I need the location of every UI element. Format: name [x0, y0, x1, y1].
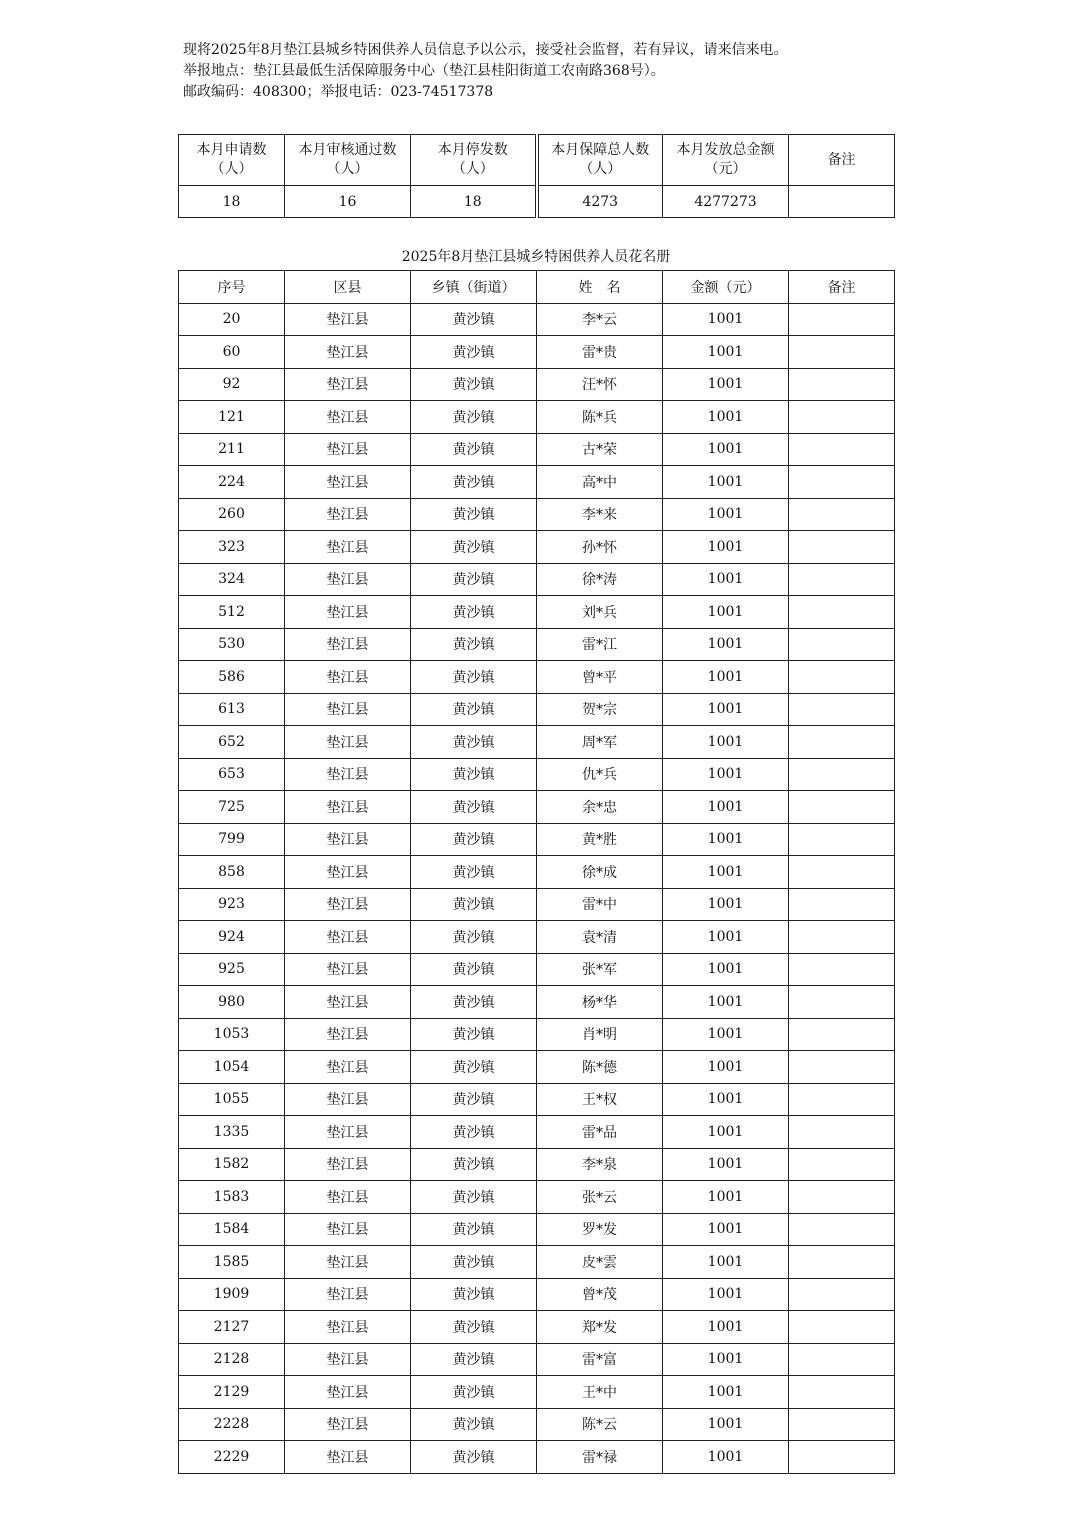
cell-amount: 1001	[663, 1408, 789, 1441]
cell-serial: 323	[179, 531, 285, 564]
cell-serial: 925	[179, 953, 285, 986]
cell-serial: 799	[179, 823, 285, 856]
cell-amount: 1001	[663, 1083, 789, 1116]
table-row	[179, 1083, 895, 1116]
cell-remarks	[789, 1018, 895, 1051]
cell-amount: 1001	[663, 1181, 789, 1214]
cell-serial: 586	[179, 661, 285, 694]
cell-name: 雷*江	[537, 628, 663, 661]
cell-serial: 260	[179, 498, 285, 531]
cell-serial: 858	[179, 856, 285, 889]
cell-serial: 324	[179, 563, 285, 596]
cell-amount: 1001	[663, 856, 789, 889]
cell-town: 黄沙镇	[411, 1148, 537, 1181]
cell-remarks	[789, 466, 895, 499]
cell-county: 垫江县	[285, 1278, 411, 1311]
cell-serial: 1335	[179, 1116, 285, 1149]
notice-line-1: 现将2025年8月垫江县城乡特困供养人员信息予以公示，接受社会监督，若有异议，请来信来电。	[183, 42, 788, 58]
cell-county: 垫江县	[285, 401, 411, 434]
cell-county: 垫江县	[285, 1051, 411, 1084]
cell-remarks	[789, 758, 895, 791]
table-row	[179, 531, 895, 564]
cell-remarks	[789, 368, 895, 401]
cell-remarks	[789, 1083, 895, 1116]
table-row	[179, 1018, 895, 1051]
summary-header-row	[179, 135, 895, 186]
cell-town: 黄沙镇	[411, 1246, 537, 1279]
cell-serial: 1055	[179, 1083, 285, 1116]
cell-serial: 2228	[179, 1408, 285, 1441]
cell-serial: 1054	[179, 1051, 285, 1084]
cell-town: 黄沙镇	[411, 401, 537, 434]
cell-county: 垫江县	[285, 433, 411, 466]
cell-remarks	[789, 921, 895, 954]
cell-name: 黄*胜	[537, 823, 663, 856]
cell-remarks	[789, 888, 895, 921]
cell-amount: 1001	[663, 596, 789, 629]
table-row	[179, 1213, 895, 1246]
cell-town: 黄沙镇	[411, 531, 537, 564]
table-row	[179, 628, 895, 661]
cell-serial: 1585	[179, 1246, 285, 1279]
cell-name: 雷*禄	[537, 1441, 663, 1474]
cell-name: 李*来	[537, 498, 663, 531]
cell-serial: 725	[179, 791, 285, 824]
cell-county: 垫江县	[285, 693, 411, 726]
cell-name: 雷*富	[537, 1343, 663, 1376]
cell-county: 垫江县	[285, 563, 411, 596]
cell-name: 袁*清	[537, 921, 663, 954]
cell-serial: 923	[179, 888, 285, 921]
summary-table	[178, 134, 895, 218]
table-row	[179, 1148, 895, 1181]
roster-body	[179, 303, 895, 1473]
table-row	[179, 661, 895, 694]
cell-county: 垫江县	[285, 661, 411, 694]
table-row	[179, 466, 895, 499]
cell-serial: 613	[179, 693, 285, 726]
cell-town: 黄沙镇	[411, 791, 537, 824]
cell-name: 曾*茂	[537, 1278, 663, 1311]
cell-name: 王*权	[537, 1083, 663, 1116]
cell-remarks	[789, 1376, 895, 1409]
cell-amount: 1001	[663, 401, 789, 434]
roster-header-amount: 金额（元）	[663, 271, 789, 304]
cell-amount: 1001	[663, 986, 789, 1019]
summary-header-applications: 本月申请数 （人）	[179, 135, 285, 186]
cell-name: 陈*云	[537, 1408, 663, 1441]
cell-remarks	[789, 1116, 895, 1149]
cell-amount: 1001	[663, 368, 789, 401]
cell-name: 张*军	[537, 953, 663, 986]
cell-remarks	[789, 303, 895, 336]
cell-town: 黄沙镇	[411, 921, 537, 954]
cell-remarks	[789, 986, 895, 1019]
table-row	[179, 1408, 895, 1441]
cell-town: 黄沙镇	[411, 368, 537, 401]
cell-county: 垫江县	[285, 823, 411, 856]
table-row	[179, 336, 895, 369]
roster-header-row	[179, 271, 895, 304]
cell-amount: 1001	[663, 888, 789, 921]
cell-serial: 1909	[179, 1278, 285, 1311]
cell-town: 黄沙镇	[411, 1083, 537, 1116]
cell-town: 黄沙镇	[411, 498, 537, 531]
summary-total-amount-value: 4277273	[663, 186, 789, 218]
cell-serial: 652	[179, 726, 285, 759]
cell-county: 垫江县	[285, 791, 411, 824]
cell-county: 垫江县	[285, 303, 411, 336]
table-row	[179, 1376, 895, 1409]
cell-amount: 1001	[663, 693, 789, 726]
cell-serial: 512	[179, 596, 285, 629]
cell-name: 皮*雲	[537, 1246, 663, 1279]
cell-town: 黄沙镇	[411, 1343, 537, 1376]
table-row	[179, 498, 895, 531]
cell-county: 垫江县	[285, 986, 411, 1019]
cell-amount: 1001	[663, 953, 789, 986]
cell-amount: 1001	[663, 628, 789, 661]
cell-remarks	[789, 1343, 895, 1376]
cell-amount: 1001	[663, 433, 789, 466]
summary-applications-value: 18	[179, 186, 285, 218]
cell-name: 周*军	[537, 726, 663, 759]
cell-remarks	[789, 856, 895, 889]
cell-amount: 1001	[663, 1213, 789, 1246]
cell-remarks	[789, 563, 895, 596]
table-row	[179, 563, 895, 596]
cell-serial: 530	[179, 628, 285, 661]
cell-serial: 2127	[179, 1311, 285, 1344]
cell-town: 黄沙镇	[411, 1213, 537, 1246]
cell-remarks	[789, 498, 895, 531]
cell-amount: 1001	[663, 563, 789, 596]
cell-town: 黄沙镇	[411, 1408, 537, 1441]
cell-county: 垫江县	[285, 1148, 411, 1181]
cell-town: 黄沙镇	[411, 596, 537, 629]
table-row	[179, 401, 895, 434]
cell-remarks	[789, 433, 895, 466]
table-row	[179, 921, 895, 954]
cell-county: 垫江县	[285, 498, 411, 531]
summary-value-row	[179, 186, 895, 218]
table-row	[179, 433, 895, 466]
cell-town: 黄沙镇	[411, 856, 537, 889]
cell-remarks	[789, 693, 895, 726]
cell-town: 黄沙镇	[411, 1181, 537, 1214]
cell-county: 垫江县	[285, 596, 411, 629]
cell-remarks	[789, 1441, 895, 1474]
cell-amount: 1001	[663, 466, 789, 499]
cell-town: 黄沙镇	[411, 693, 537, 726]
cell-town: 黄沙镇	[411, 1278, 537, 1311]
cell-town: 黄沙镇	[411, 758, 537, 791]
summary-header-total-amount: 本月发放总金额 （元）	[663, 135, 789, 186]
cell-serial: 2128	[179, 1343, 285, 1376]
cell-serial: 1053	[179, 1018, 285, 1051]
cell-remarks	[789, 953, 895, 986]
cell-name: 陈*兵	[537, 401, 663, 434]
cell-county: 垫江县	[285, 1343, 411, 1376]
cell-town: 黄沙镇	[411, 726, 537, 759]
cell-name: 雷*中	[537, 888, 663, 921]
cell-remarks	[789, 661, 895, 694]
table-row	[179, 823, 895, 856]
summary-approved-value: 16	[285, 186, 411, 218]
cell-name: 王*中	[537, 1376, 663, 1409]
cell-amount: 1001	[663, 758, 789, 791]
cell-amount: 1001	[663, 1246, 789, 1279]
cell-town: 黄沙镇	[411, 433, 537, 466]
cell-name: 肖*明	[537, 1018, 663, 1051]
cell-amount: 1001	[663, 1116, 789, 1149]
cell-county: 垫江县	[285, 856, 411, 889]
cell-name: 高*中	[537, 466, 663, 499]
table-row	[179, 1181, 895, 1214]
cell-remarks	[789, 1181, 895, 1214]
roster-header-remarks: 备注	[789, 271, 895, 304]
cell-serial: 92	[179, 368, 285, 401]
roster-header-town: 乡镇（街道）	[411, 271, 537, 304]
summary-total-people-value: 4273	[537, 186, 663, 218]
cell-serial: 653	[179, 758, 285, 791]
table-row	[179, 693, 895, 726]
cell-town: 黄沙镇	[411, 661, 537, 694]
cell-amount: 1001	[663, 823, 789, 856]
cell-name: 杨*华	[537, 986, 663, 1019]
roster-title: 2025年8月垫江县城乡特困供养人员花名册	[401, 249, 671, 265]
cell-county: 垫江县	[285, 1083, 411, 1116]
cell-town: 黄沙镇	[411, 1116, 537, 1149]
table-row	[179, 1278, 895, 1311]
cell-amount: 1001	[663, 1278, 789, 1311]
cell-town: 黄沙镇	[411, 986, 537, 1019]
cell-county: 垫江县	[285, 1018, 411, 1051]
table-row	[179, 368, 895, 401]
cell-serial: 60	[179, 336, 285, 369]
cell-remarks	[789, 596, 895, 629]
cell-county: 垫江县	[285, 953, 411, 986]
cell-county: 垫江县	[285, 1408, 411, 1441]
cell-remarks	[789, 823, 895, 856]
table-row	[179, 303, 895, 336]
cell-remarks	[789, 628, 895, 661]
cell-serial: 2129	[179, 1376, 285, 1409]
roster-header-name: 姓 名	[537, 271, 663, 304]
cell-name: 张*云	[537, 1181, 663, 1214]
cell-town: 黄沙镇	[411, 303, 537, 336]
cell-town: 黄沙镇	[411, 888, 537, 921]
table-row	[179, 1116, 895, 1149]
cell-amount: 1001	[663, 1441, 789, 1474]
cell-name: 古*荣	[537, 433, 663, 466]
cell-name: 余*忠	[537, 791, 663, 824]
table-row	[179, 758, 895, 791]
cell-amount: 1001	[663, 1018, 789, 1051]
cell-serial: 224	[179, 466, 285, 499]
table-row	[179, 986, 895, 1019]
cell-name: 贺*宗	[537, 693, 663, 726]
cell-county: 垫江县	[285, 1181, 411, 1214]
cell-remarks	[789, 1051, 895, 1084]
cell-remarks	[789, 726, 895, 759]
cell-serial: 2229	[179, 1441, 285, 1474]
cell-county: 垫江县	[285, 1116, 411, 1149]
cell-remarks	[789, 336, 895, 369]
cell-name: 郑*发	[537, 1311, 663, 1344]
cell-name: 雷*品	[537, 1116, 663, 1149]
cell-town: 黄沙镇	[411, 1051, 537, 1084]
summary-header-stopped: 本月停发数 （人）	[411, 135, 537, 186]
cell-county: 垫江县	[285, 466, 411, 499]
cell-town: 黄沙镇	[411, 1376, 537, 1409]
cell-remarks	[789, 1148, 895, 1181]
cell-name: 李*云	[537, 303, 663, 336]
cell-town: 黄沙镇	[411, 823, 537, 856]
summary-stopped-value: 18	[411, 186, 537, 218]
notice-text	[183, 40, 1023, 103]
summary-header-total-people: 本月保障总人数 （人）	[537, 135, 663, 186]
cell-county: 垫江县	[285, 726, 411, 759]
cell-name: 刘*兵	[537, 596, 663, 629]
cell-name: 仇*兵	[537, 758, 663, 791]
cell-amount: 1001	[663, 1343, 789, 1376]
cell-amount: 1001	[663, 791, 789, 824]
cell-county: 垫江县	[285, 531, 411, 564]
cell-serial: 121	[179, 401, 285, 434]
table-row	[179, 726, 895, 759]
cell-serial: 924	[179, 921, 285, 954]
cell-amount: 1001	[663, 921, 789, 954]
cell-remarks	[789, 1213, 895, 1246]
table-row	[179, 791, 895, 824]
notice-line-2: 举报地点：垫江县最低生活保障服务中心（垫江县桂阳街道工农南路368号）。	[183, 63, 665, 79]
notice-line-3: 邮政编码：408300；举报电话：023-74517378	[183, 84, 494, 100]
table-row	[179, 1343, 895, 1376]
cell-amount: 1001	[663, 726, 789, 759]
cell-town: 黄沙镇	[411, 953, 537, 986]
cell-serial: 20	[179, 303, 285, 336]
cell-amount: 1001	[663, 661, 789, 694]
cell-county: 垫江县	[285, 888, 411, 921]
cell-remarks	[789, 531, 895, 564]
cell-remarks	[789, 1278, 895, 1311]
cell-name: 徐*成	[537, 856, 663, 889]
cell-name: 李*泉	[537, 1148, 663, 1181]
summary-remarks-value	[789, 186, 895, 218]
cell-county: 垫江县	[285, 921, 411, 954]
cell-name: 孙*怀	[537, 531, 663, 564]
cell-name: 曾*平	[537, 661, 663, 694]
cell-county: 垫江县	[285, 1376, 411, 1409]
cell-name: 陈*德	[537, 1051, 663, 1084]
cell-amount: 1001	[663, 303, 789, 336]
summary-header-approved: 本月审核通过数 （人）	[285, 135, 411, 186]
cell-county: 垫江县	[285, 1246, 411, 1279]
cell-county: 垫江县	[285, 1441, 411, 1474]
cell-town: 黄沙镇	[411, 1441, 537, 1474]
cell-amount: 1001	[663, 1311, 789, 1344]
cell-amount: 1001	[663, 1148, 789, 1181]
table-row	[179, 953, 895, 986]
table-row	[179, 1311, 895, 1344]
cell-town: 黄沙镇	[411, 466, 537, 499]
cell-town: 黄沙镇	[411, 1311, 537, 1344]
cell-remarks	[789, 1311, 895, 1344]
cell-town: 黄沙镇	[411, 1018, 537, 1051]
cell-town: 黄沙镇	[411, 563, 537, 596]
cell-amount: 1001	[663, 1051, 789, 1084]
table-row	[179, 888, 895, 921]
cell-amount: 1001	[663, 1376, 789, 1409]
summary-header-remarks: 备注	[789, 135, 895, 186]
table-row	[179, 1246, 895, 1279]
cell-serial: 980	[179, 986, 285, 1019]
cell-county: 垫江县	[285, 1213, 411, 1246]
cell-remarks	[789, 1246, 895, 1279]
cell-name: 雷*贵	[537, 336, 663, 369]
roster-header-county: 区县	[285, 271, 411, 304]
cell-name: 徐*涛	[537, 563, 663, 596]
table-row	[179, 596, 895, 629]
cell-remarks	[789, 1408, 895, 1441]
table-row	[179, 856, 895, 889]
cell-name: 罗*发	[537, 1213, 663, 1246]
cell-remarks	[789, 791, 895, 824]
cell-county: 垫江县	[285, 1311, 411, 1344]
roster-table	[178, 270, 895, 1474]
roster-header-serial: 序号	[179, 271, 285, 304]
cell-serial: 1583	[179, 1181, 285, 1214]
cell-amount: 1001	[663, 531, 789, 564]
cell-serial: 1582	[179, 1148, 285, 1181]
cell-serial: 1584	[179, 1213, 285, 1246]
table-row	[179, 1441, 895, 1474]
cell-serial: 211	[179, 433, 285, 466]
cell-county: 垫江县	[285, 336, 411, 369]
cell-county: 垫江县	[285, 628, 411, 661]
cell-county: 垫江县	[285, 368, 411, 401]
cell-remarks	[789, 401, 895, 434]
cell-county: 垫江县	[285, 758, 411, 791]
cell-amount: 1001	[663, 498, 789, 531]
cell-town: 黄沙镇	[411, 336, 537, 369]
cell-name: 汪*怀	[537, 368, 663, 401]
cell-town: 黄沙镇	[411, 628, 537, 661]
table-row	[179, 1051, 895, 1084]
cell-amount: 1001	[663, 336, 789, 369]
